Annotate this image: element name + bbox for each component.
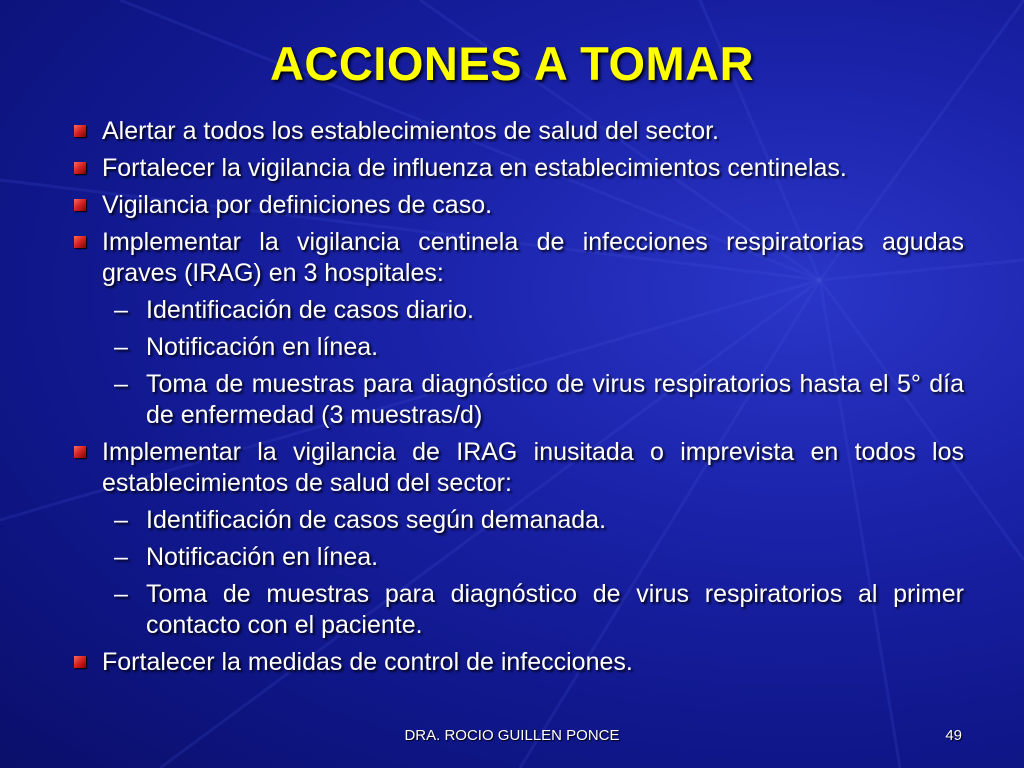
bullet-item [74,227,964,289]
dash-icon: – [114,296,128,324]
sub-bullet-text: Notificación en línea. [146,333,379,361]
bullet-item [74,437,964,499]
sub-bullet-item [74,332,964,363]
dash-icon: – [114,580,128,608]
red-square-bullet-icon [74,199,86,211]
sub-bullet-item [74,579,964,641]
bullet-text: Implementar la vigilancia centinela de infecciones respiratorias agudas graves (IRAG) en 3 hospitales: [102,228,964,287]
bullet-text: Alertar a todos los establecimientos de salud del sector. [102,117,720,145]
bullet-text: Fortalecer la vigilancia de influenza en establecimientos centinelas. [102,154,847,182]
red-square-bullet-icon [74,446,86,458]
sub-bullet-item [74,542,964,573]
bullet-text: Fortalecer la medidas de control de infecciones. [102,648,633,676]
sub-bullet-text: Identificación de casos diario. [146,296,474,324]
red-square-bullet-icon [74,162,86,174]
page-number: 49 [945,727,962,744]
sub-bullet-text: Toma de muestras para diagnóstico de virus respiratorios al primer contacto con el paciente. [146,580,964,639]
dash-icon: – [114,506,128,534]
dash-icon: – [114,543,128,571]
slide-title: ACCIONES A TOMAR [269,37,755,90]
sub-bullet-text: Identificación de casos según demanada. [146,506,607,534]
red-square-bullet-icon [74,236,86,248]
sub-bullet-item [74,295,964,326]
dash-icon: – [114,370,128,398]
footer-author: DRA. ROCIO GUILLEN PONCE [404,727,620,744]
red-square-bullet-icon [74,656,86,668]
red-square-bullet-icon [74,125,86,137]
bullet-item [74,116,964,147]
bullet-item [74,153,964,184]
bullet-item [74,647,964,678]
bullet-item [74,190,964,221]
bullet-text: Implementar la vigilancia de IRAG inusitada o imprevista en todos los establecimientos de salud del sector: [102,438,964,497]
bullet-text: Vigilancia por definiciones de caso. [102,191,493,219]
bullet-list [74,116,964,684]
sub-bullet-item [74,505,964,536]
dash-icon: – [114,333,128,361]
sub-bullet-text: Notificación en línea. [146,543,379,571]
sub-bullet-text: Toma de muestras para diagnóstico de virus respiratorios hasta el 5° día de enfermedad (3 muestras/d) [146,370,964,429]
sub-bullet-item [74,369,964,431]
